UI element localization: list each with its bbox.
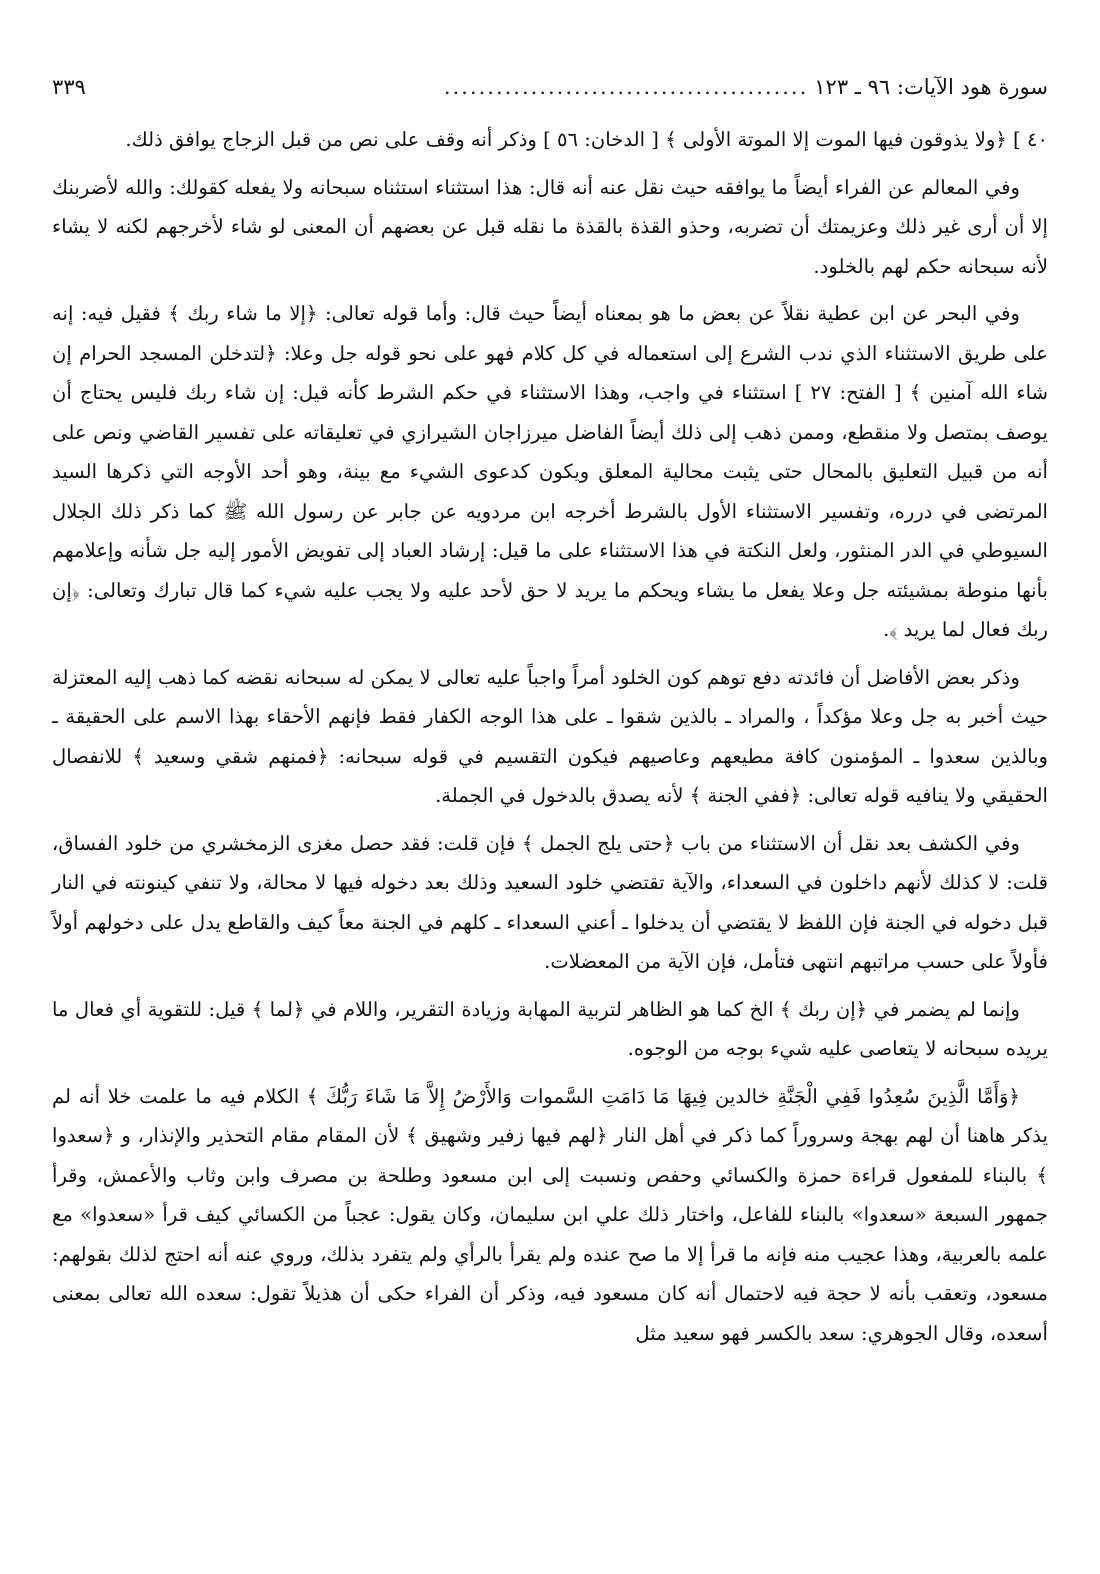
paragraph-5: وفي الكشف بعد نقل أن الاستثناء من باب ﴿حتى يلج الجمل ﴾ فإن قلت: فقد حصل مغزى الزمخشري من خلود الفساق، قلت: لا كذلك لأنهم داخلون في السعداء، والآية تقتضي خلود السعيد وذلك بعد دخوله فيها لا محالة، ولا تنفي كينونته في النار قبل دخوله في الجنة فإن اللفظ لا يقتضي أن يدخلوا ـ أعني السعداء ـ كلهم في الجنة معاً كيف والقاطع يدل على دخولهم أولاً فأولاً على حسب مراتبهم انتهى فتأمل، فإن الآية من المعضلات. [52, 831, 1048, 973]
paragraph-2: وفي المعالم عن الفراء أيضاً ما يوافقه حيث نقل عنه أنه قال: هذا استثناء استثناه سبحانه ولا يفعله كقولك: والله لأضربنك إلا أن أرى غير ذلك وعزيمتك أن تضربه، وحذو القذة بالقذة ما نقله قبل عن بعضهم أن المعنى لو شاء لأخرجهم لكنه لا يشاء لأنه سبحانه حكم لهم بالخلود. [52, 175, 1048, 278]
paragraph-4: وذكر بعض الأفاضل أن فائدته دفع توهم كون الخلود أمراً واجباً عليه تعالى لا يمكن له سبحانه نقضه كما ذهب إليه المعتزلة حيث أخبر به جل وعلا مؤكداً ، والمراد ـ بالذين شقوا ـ على هذا الوجه الكفار فقط فإنهم الأحقاء بهذا الاسم على الحقيقة ـ وبالذين سعدوا ـ المؤمنون كافة مطيعهم وعاصيهم فيكون التقسيم في قوله سبحانه: ﴿فمنهم شقي وسعيد ﴾ للانفصال الحقيقي ولا ينافيه قوله تعالى: ﴿ففي الجنة ﴾ لأنه يصدق بالدخول في الجملة. [52, 665, 1048, 807]
header-dot-leader: .......................................... [443, 75, 809, 99]
paragraph-3: وفي البحر عن ابن عطية نقلاً عن بعض ما هو بمعناه أيضاً حيث قال: وأما قوله تعالى: ﴿إلا ما شاء ربك ﴾ فقيل فيه: إنه على طريق الاستثناء الذي ندب الشرع إلى استعماله في كل كلام فهو على نحو قوله جل وعلا: ﴿لتدخلن المسجد الحرام إن شاء الله آمنين ﴾ [ الفتح: ٢٧ ] استثناء في واجب، وهذا الاستثناء في حكم الشرط كأنه قيل: إن شاء ربك فليس يحتاج أن يوصف بمتصل ولا منقطع، وممن ذهب إلى ذلك أيضاً الفاضل ميرزاجان الشيرازي في تعليقاته على تفسير القاضي ونص على أنه من قبيل التعليق بالمحال حتى يثبت محالية المعلق ويكون كدعوى الشيء مع بينة، وهو أحد الأوجه التي ذكرها السيد المرتضى في درره، وتفسير الاستثناء الأول بالشرط أخرجه ابن مردويه عن جابر عن رسول الله ﷺ كما ذكر ذلك الجلال السيوطي في الدر المنثور، ولعل النكتة في هذا الاستثناء على ما قيل: إرشاد العباد إلى تفويض الأمور إليه جل شأنه وإعلامهم بأنها منوطة بمشيئته جل وعلا يفعل ما يشاء ويحكم ما يريد لا حق لأحد عليه ولا يجب عليه شيء كما قال تبارك وتعالى: ﴿إن ربك فعال لما يريد ﴾. [52, 302, 1049, 641]
paragraph-6: وإنما لم يضمر في ﴿إن ربك ﴾ الخ كما هو الظاهر لتربية المهابة وزيادة التقرير، واللام في ﴿لما ﴾ قيل: للتقوية أي فعال ما يريده سبحانه لا يتعاصى عليه شيء بوجه من الوجوه. [52, 997, 1048, 1060]
paragraph-1: ٤٠ ] ﴿ولا يذوقون فيها الموت إلا الموتة الأولى ﴾ [ الدخان: ٥٦ ] وذكر أنه وقف على نص من قبل الزجاج يوافق ذلك. [125, 128, 1048, 151]
page-number: ٣٣٩ [52, 75, 86, 99]
running-header [52, 72, 1048, 102]
paragraph-7: ﴿وَأَمَّا الَّذِينَ سُعِدُوا فَفِي الْجَنَّةِ خالدين فِيهَا مَا دَامَتِ السَّموات وَالأَرْضُ إِلاَّ مَا شَاءَ رَبُّكَ ﴾ الكلام فيه ما علمت خلا أنه لم يذكر هاهنا أن لهم بهجة وسروراً كما ذكر في أهل النار ﴿لهم فيها زفير وشهيق ﴾ لأن المقام مقام التحذير والإنذار، و ﴿سعدوا ﴾ بالبناء للمفعول قراءة حمزة والكسائي وحفص ونسبت إلى ابن مسعود وطلحة بن مصرف وابن وثاب والأعمش، وقرأ جمهور السبعة «سعدوا» بالبناء للفاعل، واختار ذلك علي ابن سليمان، وكان يقول: عجباً من الكسائي كيف قرأ «سعدوا» مع علمه بالعربية، وهذا عجيب منه فإنه ما قرأ إلا ما صح عنده ولم يقرأ بالرأي ولم يتفرد بذلك، وروي عنه أنه احتج لذلك بقولهم: مسعود، وتعقب بأنه لا حجة فيه لاحتمال أنه كان مسعود فيه، وذكر أن الفراء حكى أن هذيلاً تقول: سعده الله تعالى بمعنى أسعده، وقال الجوهري: سعد بالكسر فهو سعيد مثل [52, 1084, 1048, 1345]
header-title: سورة هود الآيات: ٩٦ ـ ١٢٣ [814, 75, 1048, 99]
body-text [52, 120, 1048, 1353]
